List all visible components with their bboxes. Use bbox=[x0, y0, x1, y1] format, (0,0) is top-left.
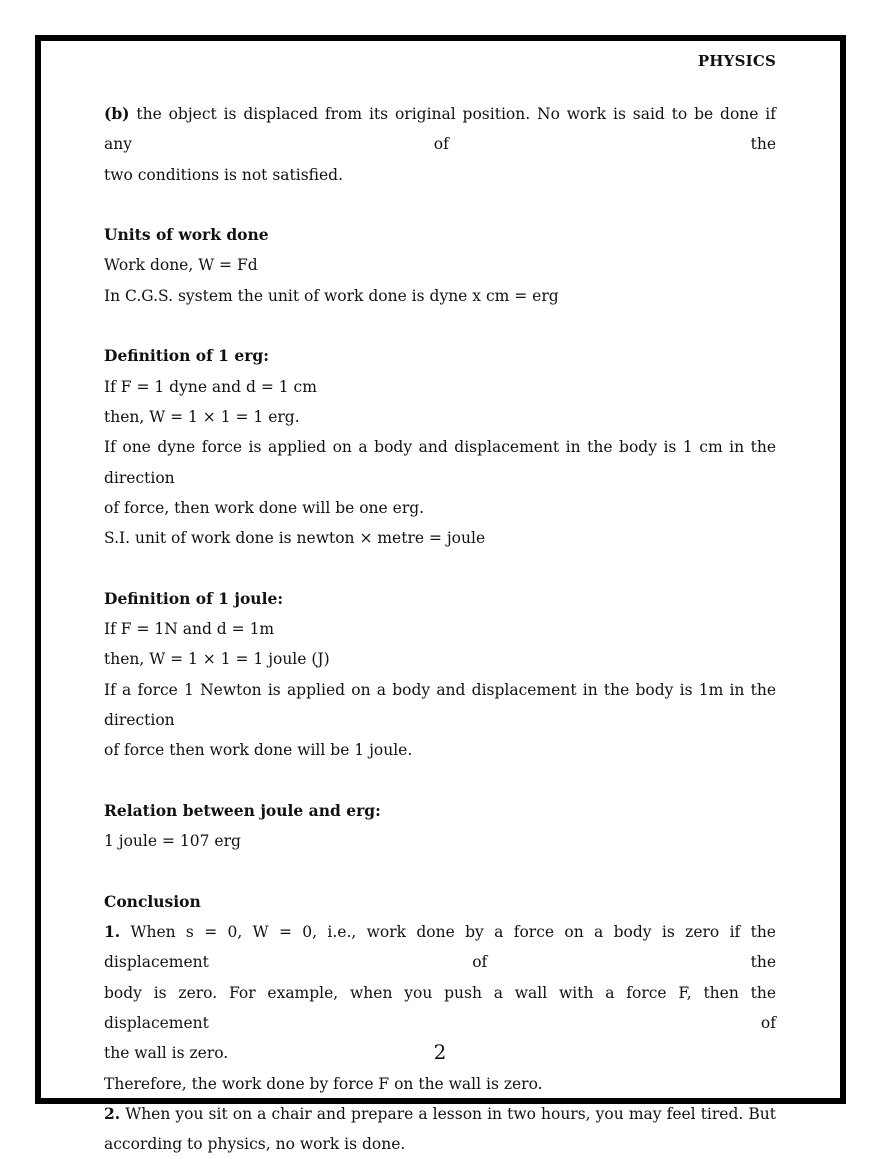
item-text: When s = 0, W = 0, i.e., work done by a force on a body is zero if the displacement of the bbox=[104, 923, 776, 972]
conclusion-heading: Conclusion bbox=[104, 891, 201, 911]
erg-heading: Definition of 1 erg: bbox=[104, 346, 269, 366]
conclusion-item-1-line-2: body is zero. For example, when you push a wall with a force F, then the displacement of bbox=[104, 983, 776, 1032]
spacer bbox=[104, 311, 776, 341]
joule-line-1: If F = 1N and d = 1m bbox=[104, 620, 275, 639]
conclusion-item-2-line-2: according to physics, no work is done. bbox=[104, 1135, 406, 1154]
units-formula: Work done, W = Fd bbox=[104, 256, 258, 275]
conclusion-item-1-line-3: the wall is zero. bbox=[104, 1044, 229, 1063]
intro-line bbox=[104, 99, 776, 160]
conclusion-item-1 bbox=[104, 917, 776, 978]
item-text: When you sit on a chair and prepare a lesson in two hours, you may feel tired. But bbox=[120, 1104, 776, 1123]
erg-line-4: of force, then work done will be one erg. bbox=[104, 498, 425, 517]
spacer bbox=[104, 766, 776, 796]
joule-heading: Definition of 1 joule: bbox=[104, 588, 284, 608]
joule-line-2: then, W = 1 × 1 = 1 joule (J) bbox=[104, 650, 330, 669]
running-header: PHYSICS bbox=[697, 52, 776, 70]
spacer bbox=[104, 856, 776, 886]
erg-line-5: S.I. unit of work done is newton × metre = joule bbox=[104, 529, 486, 548]
item-marker: 1. bbox=[104, 922, 121, 942]
relation-line: 1 joule = 107 erg bbox=[104, 832, 241, 851]
joule-line-4: of force then work done will be 1 joule. bbox=[104, 741, 413, 760]
page-number: 2 bbox=[433, 1040, 447, 1064]
erg-line-1: If F = 1 dyne and d = 1 cm bbox=[104, 377, 317, 396]
intro-line-2: two conditions is not satisfied. bbox=[104, 165, 344, 184]
erg-line-3: If one dyne force is applied on a body and displacement in the body is 1 cm in the direction bbox=[104, 438, 776, 487]
item-marker: 2. bbox=[104, 1103, 121, 1123]
spacer bbox=[104, 553, 776, 583]
erg-line-2: then, W = 1 × 1 = 1 erg. bbox=[104, 407, 300, 426]
spacer bbox=[104, 190, 776, 220]
relation-heading: Relation between joule and erg: bbox=[104, 800, 381, 820]
item-marker: (b) bbox=[104, 104, 130, 123]
page-content bbox=[104, 99, 776, 1159]
units-heading: Units of work done bbox=[104, 225, 269, 245]
intro-text: the object is displaced from its original position. No work is said to be done if any of the bbox=[104, 105, 776, 154]
conclusion-item-2 bbox=[104, 1099, 776, 1129]
conclusion-item-1-line-4: Therefore, the work done by force F on the wall is zero. bbox=[104, 1074, 543, 1093]
joule-line-3: If a force 1 Newton is applied on a body and displacement in the body is 1m in the direction bbox=[104, 680, 776, 729]
units-cgs: In C.G.S. system the unit of work done is dyne x cm = erg bbox=[104, 286, 559, 305]
